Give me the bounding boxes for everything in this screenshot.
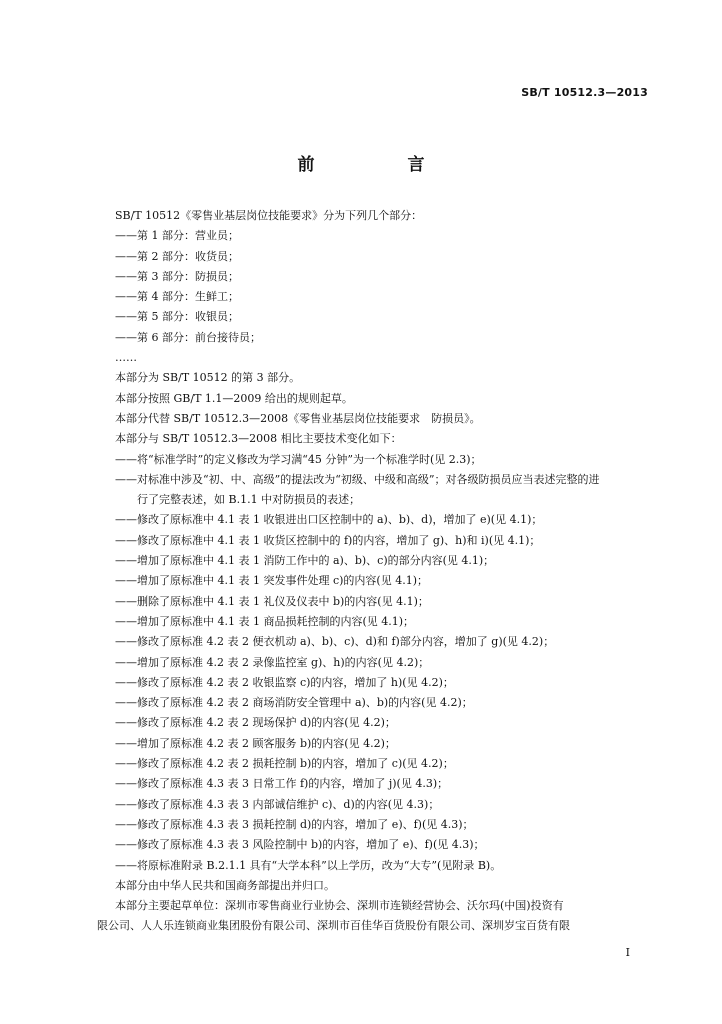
- list-item: ——第 2 部分：收货员；: [115, 249, 239, 263]
- list-item: ——第 4 部分：生鲜工；: [115, 290, 239, 304]
- standard-code: SB/T 10512.3—2013: [521, 86, 648, 99]
- proposal-statement: 本部分由中华人民共和国商务部提出并归口。: [115, 878, 335, 892]
- list-item: ——第 1 部分：营业员；: [115, 229, 239, 243]
- list-item: ——增加了原标准中 4.1 表 1 消防工作中的 a)、b)、c)的部分内容(见 4.1)；: [115, 554, 495, 568]
- statement-drafting-rules: 本部分按照 GB/T 1.1—2009 给出的规则起草。: [115, 391, 353, 405]
- list-item: ——修改了原标准 4.2 表 2 收银监察 c)的内容，增加了 h)(见 4.2)；: [115, 675, 454, 689]
- list-item: ——修改了原标准中 4.1 表 1 收银进出口区控制中的 a)、b)、d)，增加了 e)(见 4.1)；: [115, 513, 543, 527]
- statement-changes-intro: 本部分与 SB/T 10512.3—2008 相比主要技术变化如下：: [115, 432, 402, 446]
- list-item-continuation: 行了完整表述，如 B.1.1 中对防损员的表述；: [137, 493, 361, 507]
- changes-list: [115, 450, 645, 876]
- parts-list: [115, 226, 645, 348]
- list-item: ——修改了原标准 4.2 表 2 商场消防安全管理中 a)、b)的内容(见 4.2)；: [115, 696, 473, 710]
- list-item: ——增加了原标准 4.2 表 2 录像监控室 g)、h)的内容(见 4.2)；: [115, 655, 430, 669]
- list-item-first-line: ——对标准中涉及“初、中、高级”的提法改为“初级、中级和高级”；对各级防损员应当表述完整的进: [115, 472, 600, 486]
- ellipsis: ……: [115, 351, 137, 365]
- list-item: ——第 6 部分：前台接待员；: [115, 330, 261, 344]
- list-item: ——修改了原标准 4.3 表 3 损耗控制 d)的内容，增加了 e)、f)(见 4.3)；: [115, 817, 474, 831]
- list-item: [115, 470, 645, 511]
- list-item: ——删除了原标准中 4.1 表 1 礼仪及仪表中 b)的内容(见 4.1)；: [115, 594, 429, 608]
- list-item: ——修改了原标准 4.3 表 3 风险控制中 b)的内容，增加了 e)、f)(见 4.3)；: [115, 838, 485, 852]
- drafters-line-2: 限公司、人人乐连锁商业集团股份有限公司、深圳市百佳华百货股份有限公司、深圳岁宝百货有限: [97, 919, 570, 933]
- list-item: ——第 5 部分：收银员；: [115, 310, 239, 324]
- list-item: ——增加了原标准中 4.1 表 1 商品损耗控制的内容(见 4.1)；: [115, 614, 415, 628]
- list-item: ——修改了原标准 4.2 表 2 现场保护 d)的内容(见 4.2)；: [115, 716, 396, 730]
- list-item: ——修改了原标准 4.3 表 3 内部诚信维护 c)、d)的内容(见 4.3)；: [115, 797, 440, 811]
- list-item: ——修改了原标准 4.3 表 3 日常工作 f)的内容，增加了 j)(见 4.3)；: [115, 777, 449, 791]
- statement-part-of: 本部分为 SB/T 10512 的第 3 部分。: [115, 371, 301, 385]
- document-body: [97, 206, 645, 937]
- list-item: ——修改了原标准 4.2 表 2 损耗控制 b)的内容，增加了 c)(见 4.2)；: [115, 757, 454, 771]
- drafters-line-1: 本部分主要起草单位：深圳市零售商业行业协会、深圳市连锁经营协会、沃尔玛(中国)投资有: [115, 899, 564, 913]
- page-title: 前 言: [297, 155, 463, 175]
- list-item: ——增加了原标准中 4.1 表 1 突发事件处理 c)的内容(见 4.1)；: [115, 574, 428, 588]
- list-item: ——修改了原标准中 4.1 表 1 收货区控制中的 f)的内容，增加了 g)、h)和 i)(见 4.1)；: [115, 533, 541, 547]
- intro-paragraph: SB/T 10512《零售业基层岗位技能要求》分为下列几个部分：: [115, 209, 423, 222]
- list-item: ——增加了原标准 4.2 表 2 顾客服务 b)的内容(见 4.2)；: [115, 736, 396, 750]
- list-item: ——将原标准附录 B.2.1.1 具有“大学本科”以上学历，改为“大专”(见附录 B)。: [115, 858, 502, 872]
- list-item: ——将“标准学时”的定义修改为学习满“45 分钟”为一个标准学时(见 2.3)；: [115, 452, 482, 466]
- page-number: I: [625, 946, 630, 959]
- list-item: ——修改了原标准 4.2 表 2 便衣机动 a)、b)、c)、d)和 f)部分内容，增加了 g)(见 4.2)；: [115, 635, 555, 649]
- statement-replaces: 本部分代替 SB/T 10512.3—2008《零售业基层岗位技能要求 防损员》。: [115, 411, 481, 425]
- list-item: ——第 3 部分：防损员；: [115, 269, 239, 283]
